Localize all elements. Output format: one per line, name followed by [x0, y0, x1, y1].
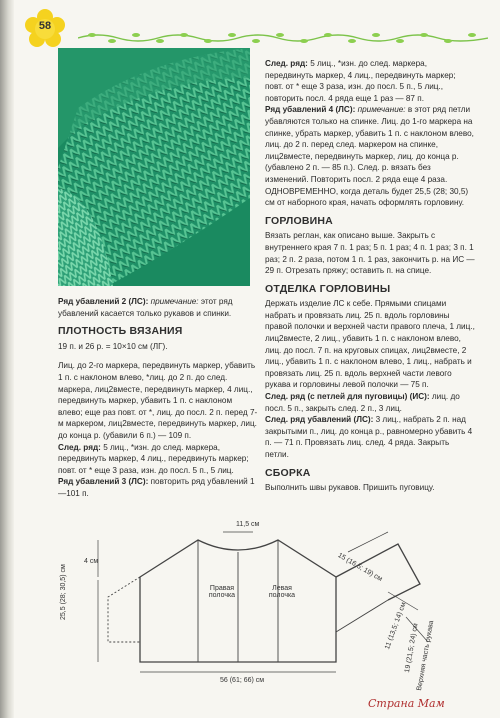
decrease-row-4-label: Ряд убавлений 4 (ЛС):: [265, 105, 356, 115]
next-row-label: След. ряд:: [265, 59, 308, 68]
neck-width-label: 11,5 см: [236, 521, 260, 528]
decrease-row-2-text: этот ряд убавлений касается только рукавов и спинки.: [58, 297, 233, 318]
top-height-label: 4 см: [84, 558, 99, 565]
next-row-paragraph: [265, 58, 475, 104]
decrease-row-3-paragraph: [58, 476, 258, 499]
buttonhole-row-paragraph: [265, 391, 475, 414]
neckline-text: Вязать реглан, как описано выше. Закрыть с внутреннего края 7 п. 1 раз; 5 п. 1 раз; 4 п. 1 раз; 3 п. 1 раз; 2 п. 2 раза, потом 1 п. 1 раз, закончить р. на ИС — 29 п. Отрезать пряжу; оставить п. на спице.: [265, 231, 475, 276]
next-row-text: 5 лиц., *изн. до след. маркера, передвинуть маркер, 4 лиц., передвинуть маркер; повт. от * еще 3 раза, изн. до посл. 5 п., 5 лиц., повторить посл. 4 ряда еще 1 раз — 87 п.: [265, 59, 456, 103]
assembly-heading: СБОРКА: [265, 466, 311, 479]
decrease-row-4-text: в этот ряд петли убавляются только на спинке. Лиц. до 1-го маркера на спинке, убрать маркер, убавить 1 п. с наклоном влево, лиц. до 2 п. перед след. маркером на спинке, лиц2вместе, передвинуть маркер, лиц. до конца р. (убавлено 2 п. — 85 п.). След. р. вязать без изменений. Повторить посл. 2 ряда еще 4 раза. ОДНОВРЕМЕННО, когда деталь будет 25,5 (28; 30,5) см от наборного края, начать оформлять горловину.: [265, 105, 474, 208]
left-front-label: Левая полочка: [268, 585, 296, 599]
final-decrease-paragraph: [265, 414, 475, 460]
decrease-row-3-label: Ряд убавлений 3 (ЛС):: [58, 477, 149, 487]
sleeve-top-label: 15 (16,5; 19) см: [336, 552, 384, 584]
decrease-row-4-paragraph: [265, 104, 475, 208]
instructions-paragraph: Лиц. до 2-го маркера, передвинуть маркер, убавить 1 п. с наклоном влево, *лиц. до 2 п. до след. маркера, лиц2вместе, передвинуть маркер, 4 лиц., передвинуть маркер, убавить 1 п. с наклоном влево; еще раз повт. от *, лиц. до посл. 2 п. перед 7-м маркером, лиц2вместе, передвинуть маркер, лиц. до конца р. (убавили 6 п.) — 109 п.: [58, 361, 258, 440]
final-decrease-label: След. ряд убавлений (ЛС):: [265, 415, 374, 425]
neck-finishing-text: Держать изделие ЛС к себе. Прямыми спицами набрать и провязать лиц. 25 п. вдоль горловины правой полочки и верхней части правого плеча, 1 лиц., лиц2вместе, 2 лиц., убавить 1 п. с наклоном влево, лиц. до посл. 7 п. на круговых спицах, лиц2вместе, 2 лиц., убавить 1 п. с наклоном влево, 1 лиц., набрать и провязать лиц. 25 п. вдоль верхней части левого рукава и горловины левой полочки — 75 п.: [265, 299, 475, 390]
knitted-sleeve-photo: [58, 48, 250, 286]
neckline-heading: ГОРЛОВИНА: [265, 214, 333, 227]
next-row-paragraph: [58, 442, 258, 477]
page-number: 58: [38, 20, 52, 32]
body-height-label: 25,5 (28; 30,5) см: [60, 564, 67, 620]
decrease-row-3-text: повторить ряд убавлений 1—101 п.: [58, 477, 255, 498]
decorative-vine: [78, 30, 488, 46]
final-decrease-text: 3 лиц., набрать 2 п. над закрытыми п., лиц. до конца р., равномерно убавить 4 п. — 71 п. Провязать лиц. след. 4 ряда. Закрыть петли.: [265, 415, 473, 459]
right-column: [265, 58, 475, 494]
assembly-text: Выполнить швы рукавов. Пришить пуговицу.: [265, 483, 435, 493]
total-width-label: 56 (61; 66) см: [220, 677, 265, 684]
sleeve-mid-label: 11 (13,5; 14) см: [384, 601, 408, 651]
decrease-row-2-paragraph: [58, 296, 258, 319]
buttonhole-row-text: лиц. до посл. 5 п., закрыть след. 2 п., 3 лиц.: [265, 392, 460, 413]
gauge-text: 19 п. и 26 р. = 10×10 см (ЛГ).: [58, 341, 168, 351]
page-spine-shadow: [0, 0, 14, 718]
right-front-label: Правая полочка: [208, 585, 236, 599]
gauge-heading: ПЛОТНОСТЬ ВЯЗАНИЯ: [58, 325, 183, 338]
page-number-badge: [24, 8, 66, 50]
next-row-text: 5 лиц., *изн. до след. маркера, передвинуть маркер, 4 лиц., передвинуть маркер; повт. от * еще 3 раза, изн. до посл. 5 п., 5 лиц.: [58, 442, 249, 475]
note-label: примечание:: [150, 297, 199, 306]
decrease-row-2-label: Ряд убавлений 2 (ЛС):: [58, 297, 149, 306]
next-row-label: След. ряд:: [58, 442, 101, 452]
sleeve-length-label: 19 (21,5; 24) см: [404, 622, 420, 674]
left-column: [58, 296, 258, 500]
buttonhole-row-label: След. ряд (с петлей для пуговицы) (ИС):: [265, 392, 430, 402]
note-label: примечание:: [357, 105, 406, 115]
sleeve-name-label: Верхняя часть рукава: [416, 620, 436, 692]
site-watermark: Страна Мам: [368, 697, 445, 710]
cardigan-schematic: [88, 522, 438, 697]
neck-finishing-heading: ОТДЕЛКА ГОРЛОВИНЫ: [265, 282, 391, 295]
